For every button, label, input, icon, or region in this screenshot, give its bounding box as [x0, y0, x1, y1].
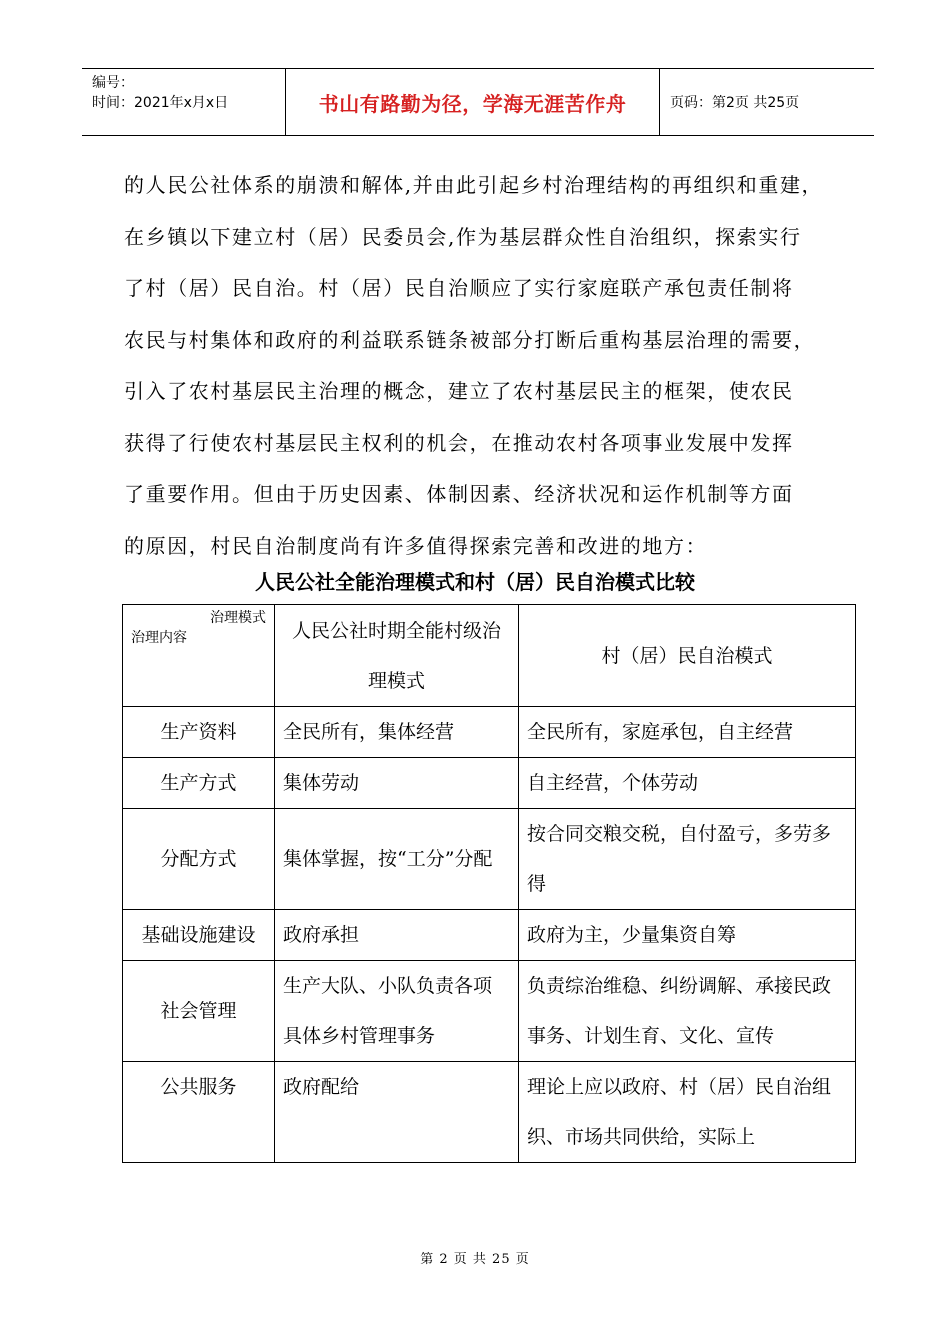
- header-meta: [82, 69, 286, 135]
- cell-commune: 政府配给: [275, 1062, 519, 1163]
- table-row: [123, 961, 856, 1062]
- cell-commune: 政府承担: [275, 910, 519, 961]
- cell-commune: 生产大队、小队负责各项具体乡村管理事务: [275, 961, 519, 1062]
- comparison-table: [122, 604, 856, 1163]
- table-row: [123, 758, 856, 809]
- cell-autonomy: 理论上应以政府、村（居）民自治组织、市场共同供给，实际上: [519, 1062, 856, 1163]
- table-header-row: [123, 605, 856, 707]
- cell-autonomy: 自主经营，个体劳动: [519, 758, 856, 809]
- cell-autonomy: 按合同交粮交税，自付盈亏，多劳多得: [519, 809, 856, 910]
- corner-top-label: 治理模式: [210, 610, 266, 626]
- cell-autonomy: 全民所有，家庭承包，自主经营: [519, 707, 856, 758]
- row-item: 分配方式: [123, 809, 275, 910]
- cell-commune: 集体劳动: [275, 758, 519, 809]
- column-header-commune: 人民公社时期全能村级治理模式: [275, 605, 519, 707]
- row-item: 生产资料: [123, 707, 275, 758]
- time-label: 时间：2021年x月x日: [92, 95, 229, 111]
- paragraph-line: 在乡镇以下建立村（居）民委员会,作为基层群众性自治组织，探索实行: [124, 224, 802, 249]
- header-motto: 书山有路勤为径，学海无涯苦作舟: [286, 69, 660, 135]
- row-item: 公共服务: [123, 1062, 275, 1163]
- corner-bottom-label: 治理内容: [131, 630, 187, 646]
- table-row: [123, 707, 856, 758]
- corner-cell: [123, 605, 275, 707]
- table-row: [123, 910, 856, 961]
- column-header-autonomy: 村（居）民自治模式: [519, 605, 856, 707]
- row-item: 生产方式: [123, 758, 275, 809]
- cell-autonomy: 政府为主，少量集资自筹: [519, 910, 856, 961]
- table-title: 人民公社全能治理模式和村（居）民自治模式比较: [255, 570, 695, 594]
- paragraph-line: 了重要作用。但由于历史因素、体制因素、经济状况和运作机制等方面: [124, 482, 794, 506]
- paragraph-line: 获得了行使农村基层民主权利的机会，在推动农村各项事业发展中发挥: [124, 430, 794, 455]
- cell-commune: 集体掌握，按“工分”分配: [275, 809, 519, 910]
- number-label: 编号：: [92, 75, 134, 91]
- row-item: 基础设施建设: [123, 910, 275, 961]
- table-row: [123, 809, 856, 910]
- page-footer: 第 2 页 共 25 页: [420, 1252, 530, 1267]
- paragraph-line: 了村（居）民自治。村（居）民自治顺应了实行家庭联产承包责任制将: [124, 276, 794, 300]
- paragraph-line: 的原因，村民自治制度尚有许多值得探索完善和改进的地方：: [124, 533, 708, 558]
- body-paragraph: [124, 160, 856, 572]
- header-page-info: 页码：第2页 共25页: [670, 95, 800, 111]
- table-row: [123, 1062, 856, 1163]
- cell-autonomy: 负责综治维稳、纠纷调解、承接民政事务、计划生育、文化、宣传: [519, 961, 856, 1062]
- row-item: 社会管理: [123, 961, 275, 1062]
- paragraph-line: 的人民公社体系的崩溃和解体,并由此引起乡村治理结构的再组织和重建，: [124, 173, 824, 197]
- page-header: [82, 68, 874, 136]
- cell-commune: 全民所有，集体经营: [275, 707, 519, 758]
- paragraph-line: 农民与村集体和政府的利益联系链条被部分打断后重构基层治理的需要，: [124, 327, 816, 352]
- paragraph-line: 引入了农村基层民主治理的概念，建立了农村基层民主的框架，使农民: [124, 379, 794, 403]
